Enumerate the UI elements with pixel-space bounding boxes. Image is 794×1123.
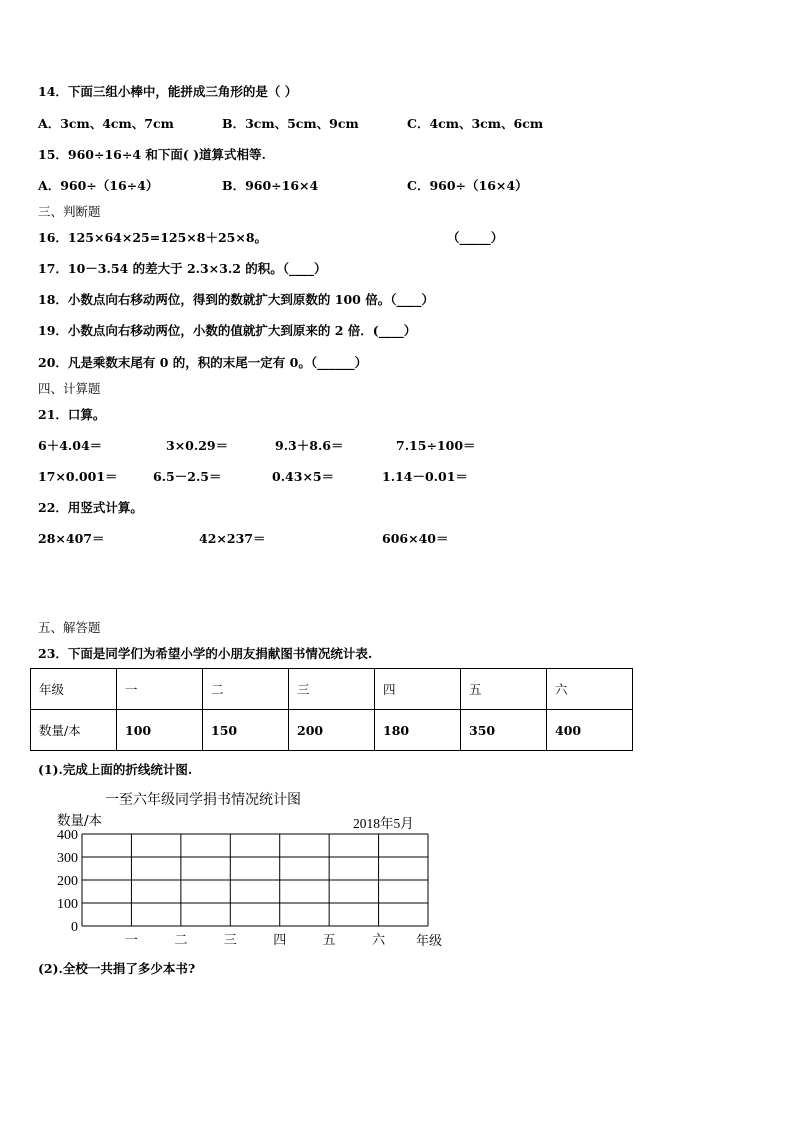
q14-option-b: B．3cm、5cm、9cm: [222, 116, 359, 131]
x-tick-label: 一: [124, 933, 138, 948]
calc-item: 17×0.001＝: [38, 469, 118, 484]
table-cell: 数量/本: [31, 710, 117, 751]
x-tick-label: 二: [174, 933, 188, 948]
q23-stem: 23．下面是同学们为希望小学的小朋友捐献图书情况统计表.: [38, 646, 373, 661]
chart-date: 2018年5月: [353, 816, 414, 831]
section-4-heading: 四、计算题: [38, 381, 101, 396]
table-cell: 180: [375, 710, 461, 751]
calc-item: 6＋4.04＝: [38, 438, 103, 453]
x-tick-label: 五: [322, 933, 336, 948]
table-cell: 四: [375, 669, 461, 710]
y-tick-label: 400: [57, 828, 78, 843]
q14-option-c: C．4cm、3cm、6cm: [407, 116, 544, 131]
table-cell: 一: [117, 669, 203, 710]
q20-stem: 20．凡是乘数末尾有 0 的，积的末尾一定有 0。（______）: [38, 355, 368, 370]
q15-option-c: C．960÷（16×4）: [407, 178, 528, 193]
table-cell: 200: [289, 710, 375, 751]
calc-item: 9.3＋8.6＝: [275, 438, 344, 453]
table-cell: 350: [461, 710, 547, 751]
vertical-calc-item: 28×407＝: [38, 531, 105, 546]
q15-option-b: B．960÷16×4: [222, 178, 319, 193]
table-cell: 100: [117, 710, 203, 751]
x-tick-label: 三: [223, 933, 237, 948]
table-cell: 年级: [31, 669, 117, 710]
q23-part2: (2).全校一共捐了多少本书?: [38, 961, 196, 976]
table-row: [31, 710, 633, 751]
q14-stem: 14．下面三组小棒中，能拼成三角形的是（ ）: [38, 84, 298, 99]
calc-item: 0.43×5＝: [272, 469, 335, 484]
section-3-heading: 三、判断题: [38, 204, 101, 219]
chart-title: 一至六年级同学捐书情况统计图: [105, 792, 301, 808]
donation-table: [30, 668, 633, 751]
q21-stem: 21．口算。: [38, 407, 106, 422]
y-tick-label: 100: [57, 897, 78, 912]
calc-item: 7.15÷100＝: [396, 438, 476, 453]
calc-item: 6.5－2.5＝: [153, 469, 222, 484]
q23-part1: (1).完成上面的折线统计图.: [38, 762, 193, 777]
x-tick-label: 四: [273, 933, 287, 948]
q19-stem: 19．小数点向右移动两位，小数的值就扩大到原来的 2 倍．(____）: [38, 323, 417, 338]
y-tick-label: 200: [57, 874, 78, 889]
vertical-calc-item: 42×237＝: [199, 531, 266, 546]
calc-item: 3×0.29＝: [166, 438, 229, 453]
q15-stem: 15．960÷16÷4 和下面( )道算式相等.: [38, 147, 266, 162]
x-axis-label: 年级: [416, 934, 443, 949]
y-tick-label: 0: [71, 920, 78, 935]
q16-answer-blank: （_____）: [447, 230, 504, 245]
x-tick-label: 六: [372, 933, 386, 948]
q17-stem: 17．10－3.54 的差大于 2.3×3.2 的积。（____）: [38, 261, 327, 276]
table-cell: 三: [289, 669, 375, 710]
q16-stem: 16．125×64×25=125×8＋25×8。: [38, 230, 268, 245]
table-cell: 400: [547, 710, 633, 751]
q22-stem: 22．用竖式计算。: [38, 500, 143, 515]
calc-item: 1.14－0.01＝: [382, 469, 468, 484]
chart-y-axis-label: 数量/本: [57, 813, 103, 829]
line-chart-grid: [40, 820, 460, 950]
table-cell: 五: [461, 669, 547, 710]
table-cell: 六: [547, 669, 633, 710]
table-cell: 二: [203, 669, 289, 710]
table-row: [31, 669, 633, 710]
q14-option-a: A．3cm、4cm、7cm: [38, 116, 174, 131]
section-5-heading: 五、解答题: [38, 620, 101, 635]
y-tick-label: 300: [57, 851, 78, 866]
table-cell: 150: [203, 710, 289, 751]
vertical-calc-item: 606×40＝: [382, 531, 449, 546]
q15-option-a: A．960÷（16÷4）: [38, 178, 159, 193]
q18-stem: 18．小数点向右移动两位，得到的数就扩大到原数的 100 倍。（____）: [38, 292, 434, 307]
